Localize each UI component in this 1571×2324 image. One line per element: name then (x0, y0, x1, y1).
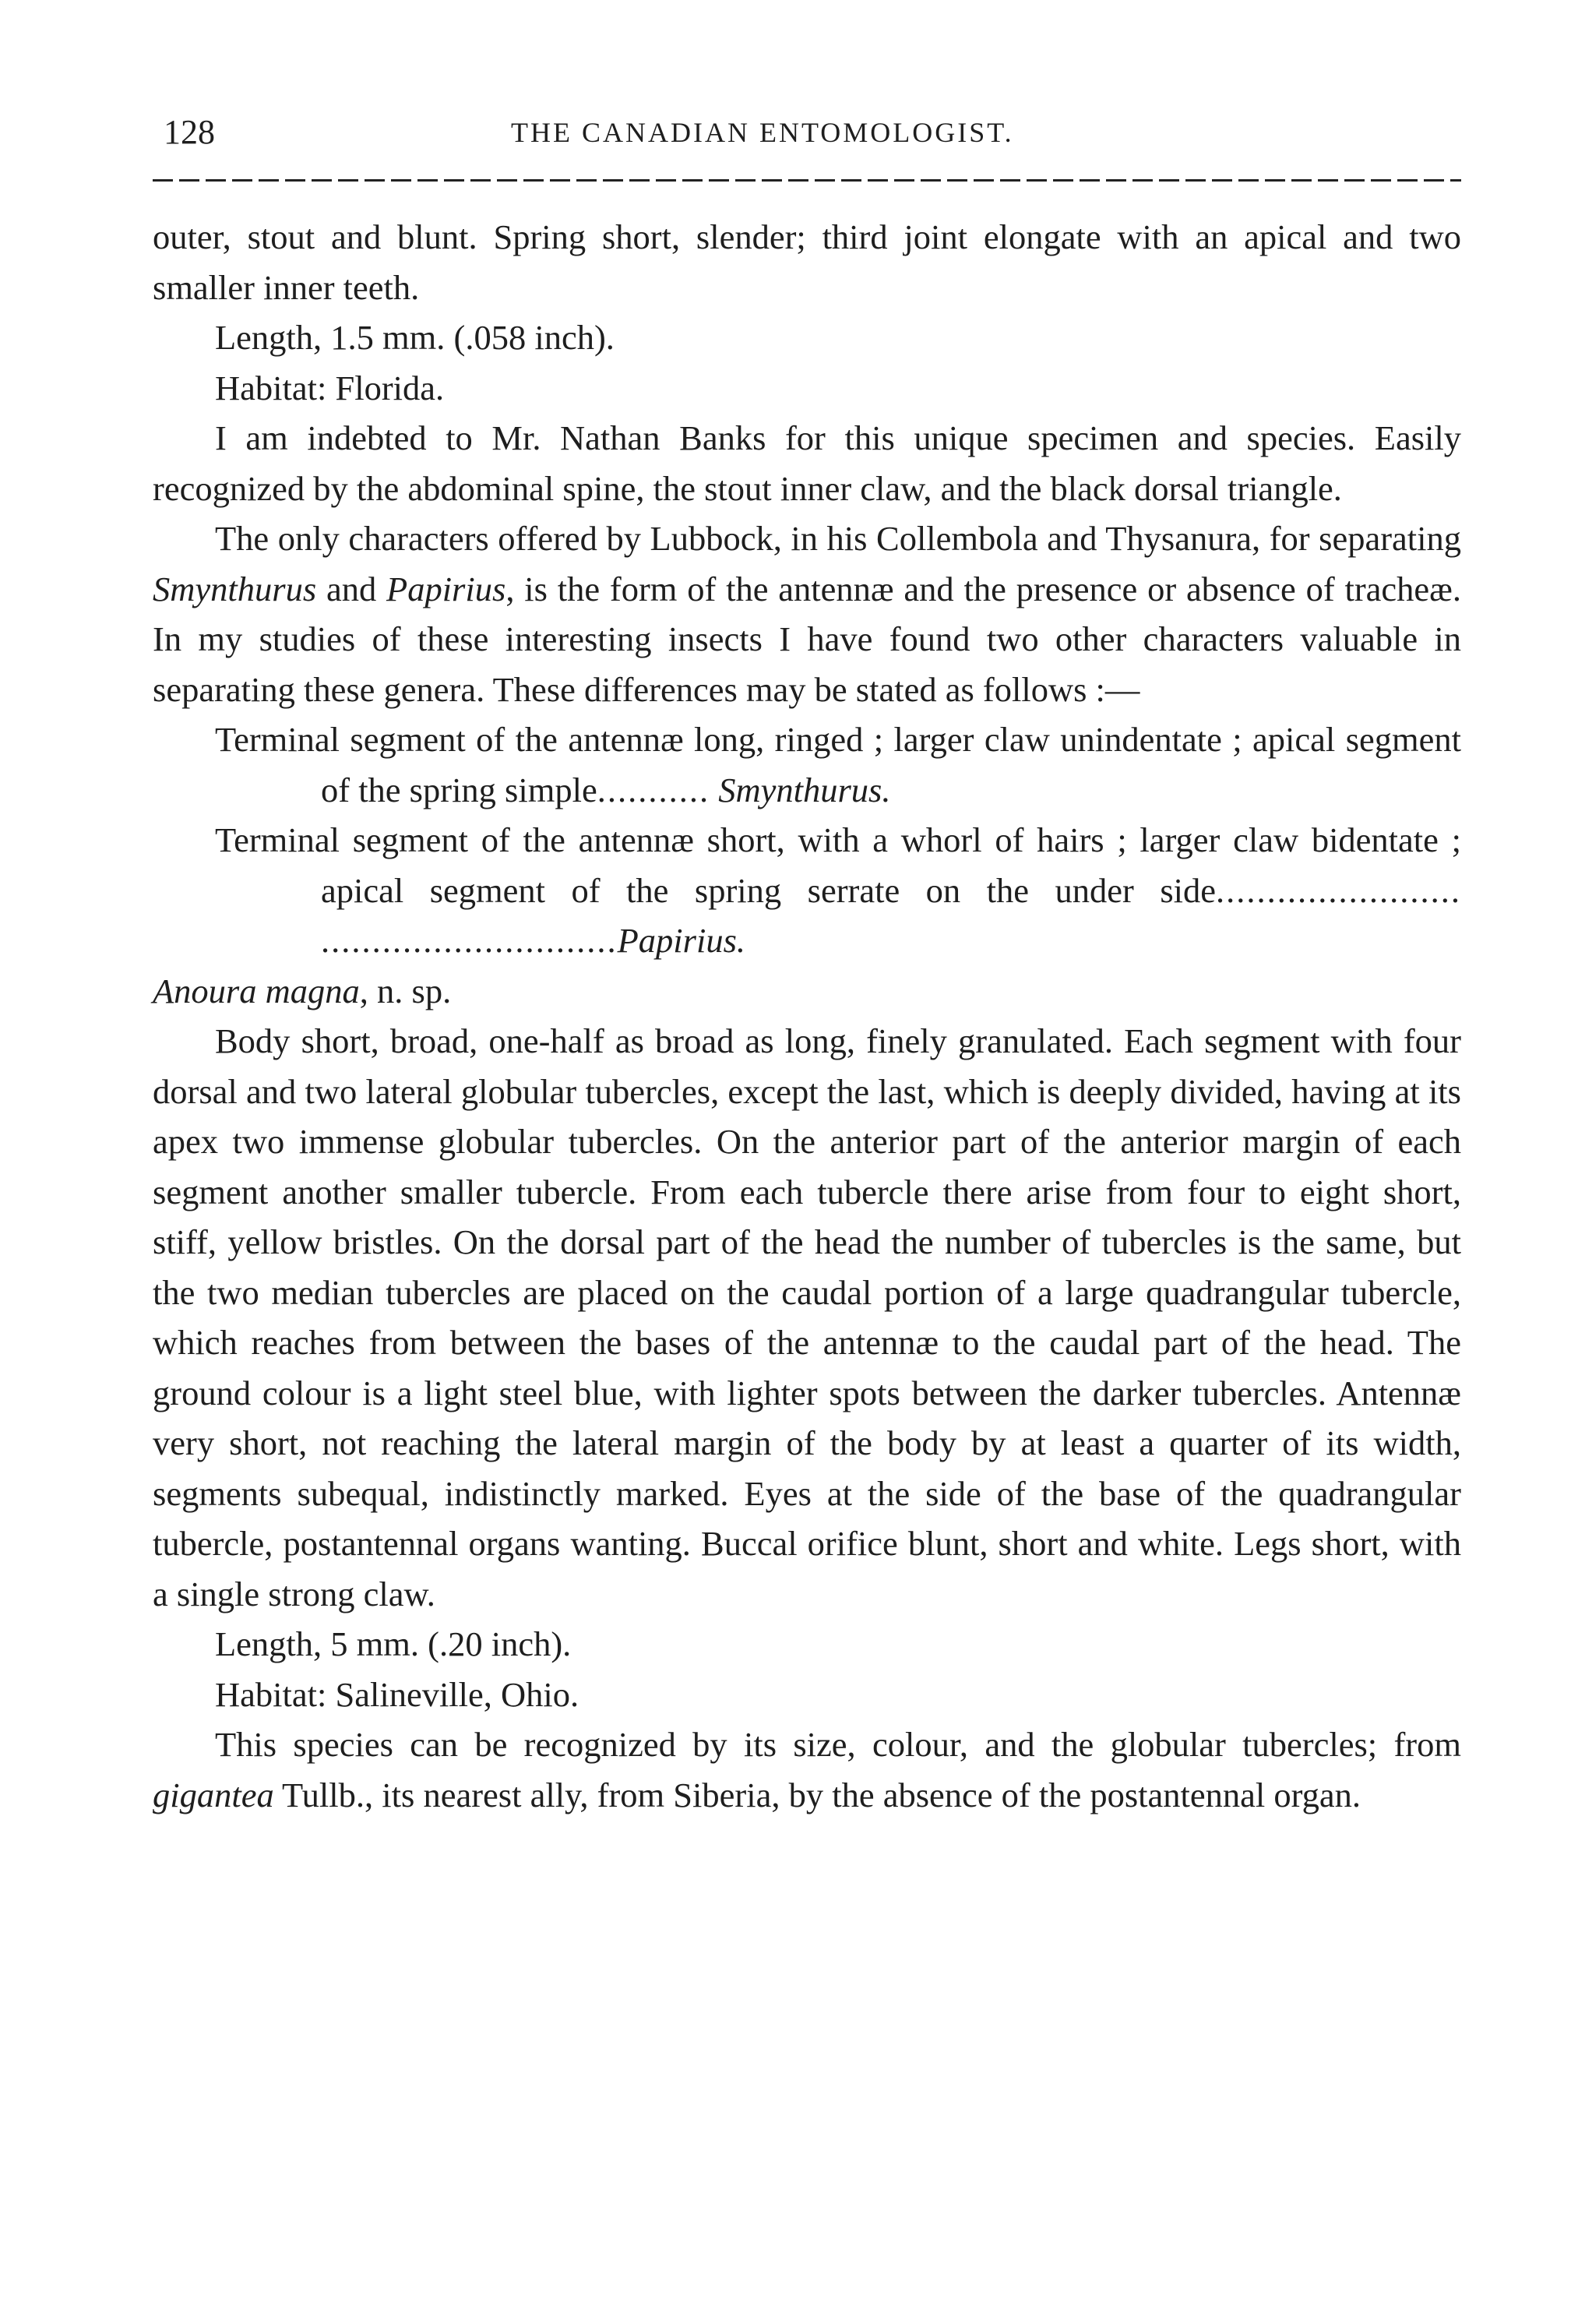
page-number: 128 (164, 113, 215, 151)
species-description: Body short, broad, one-half as broad as long, finely granulated. Each segment with four dorsal and two lateral globular tubercles, except the last, which is deeply divided, having at its apex two immense globular tubercles. On the anterior part of the anterior margin of each segment another smaller tubercle. From each tubercle there arise from four to eight short, stiff, yellow bristles. On the dorsal part of the head the number of tubercles is the same, but the two median tubercles are placed on the caudal portion of a large quadrangular tubercle, which reaches from between the bases of the antennæ to the caudal part of the head. The ground colour is a light steel blue, with lighter spots between the darker tubercles. Antennæ very short, not reaching the lateral margin of the body by at least a quarter of its width, segments subequal, indistinctly marked. Eyes at the side of the base of the quadrangular tubercle, postantennal organs wanting. Buccal orifice blunt, short and white. Legs short, with a single strong claw. (153, 1021, 1461, 1613)
species-habitat: Habitat: Salineville, Ohio. (215, 1674, 579, 1714)
text-span: This species can be recognized by its size, colour, and the globular tubercles; from (215, 1725, 1461, 1764)
species-name: Anoura magna (153, 971, 360, 1010)
species-length: Length, 5 mm. (.20 inch). (215, 1624, 572, 1663)
habitat-line: Habitat: Florida. (215, 368, 445, 407)
closing-paragraph (153, 1719, 1461, 1820)
page-header (153, 109, 1461, 156)
continuation-paragraph: outer, stout and blunt. Spring short, slender; third joint elongate with an apical and two smaller inner teeth. (153, 217, 1461, 307)
document-page (153, 109, 1461, 1814)
genus-name: Papirius. (617, 921, 746, 960)
key-entry-papirius (153, 815, 1461, 966)
key-entry-smynthurus (153, 714, 1461, 815)
text-span: Tullb., its nearest ally, from Siberia, by the absence of the postantennal organ. (273, 1775, 1361, 1814)
genus-name: Smynthurus. (718, 770, 891, 809)
species-heading (153, 966, 1461, 1017)
header-rule (153, 179, 1461, 182)
length-line: Length, 1.5 mm. (.058 inch). (215, 318, 615, 357)
species-suffix: , n. sp. (359, 971, 452, 1010)
acknowledgement-paragraph: I am indebted to Mr. Nathan Banks for this unique specimen and species. Easily recognized by the abdominal spine, the stout inner claw, and the black dorsal triangle. (153, 418, 1461, 508)
text-span: The only characters offered by Lubbock, in his Collembola and Thysanura, for separating (215, 519, 1461, 558)
key-text: Terminal segment of the antennæ short, with a whorl of hairs ; larger claw bidentate ; apical segment of the spring serrate on the under side (215, 820, 1461, 910)
species-name: gigantea (153, 1775, 274, 1814)
genus-name: Papirius (386, 569, 506, 608)
genus-name: Smynthurus (153, 569, 317, 608)
key-text: Terminal segment of the antennæ long, ringed ; larger claw unindentate ; apical segment of the spring simple (215, 720, 1461, 809)
running-title: THE CANADIAN ENTOMOLOGIST. (511, 117, 1014, 148)
dot-leader: ........... (597, 770, 710, 809)
characters-paragraph (153, 513, 1461, 714)
text-span: and (316, 569, 387, 608)
body-text (153, 212, 1461, 1820)
dot-leader: ........................ ............................. (321, 870, 1461, 960)
text-span: , is the form of the antennæ and the presence or absence of tracheæ. In my studies of these interesting insects I have found two other characters valuable in separating these genera. These differences may be stated as follows :— (153, 569, 1461, 709)
